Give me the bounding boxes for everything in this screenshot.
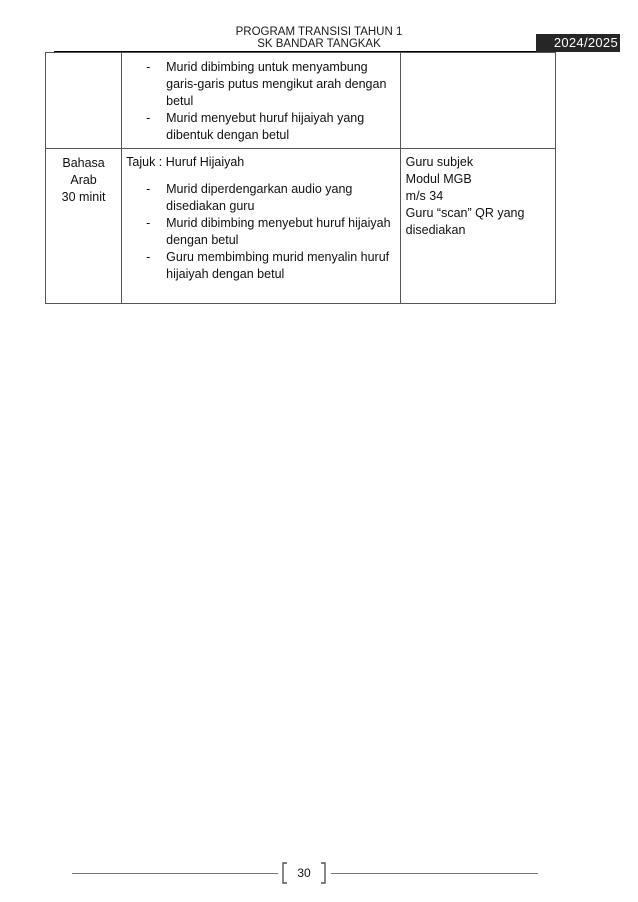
header-program-title: PROGRAM TRANSISI TAHUN 1 xyxy=(235,26,403,38)
lesson-plan-table xyxy=(45,52,556,304)
subject-cell xyxy=(46,53,122,149)
resources-cell xyxy=(400,149,555,304)
activity-text: Guru membimbing murid menyalin huruf hijaiyah dengan betul xyxy=(166,250,390,281)
header-school-name: SK BANDAR TANGKAK xyxy=(257,38,381,50)
bullet-dash: - xyxy=(146,182,151,196)
activity-cell xyxy=(122,53,401,149)
page-number: 30 xyxy=(297,866,311,880)
page-number-box xyxy=(281,862,327,884)
resource-item: m/s 34 xyxy=(405,189,444,203)
list-item xyxy=(122,59,400,110)
subject-name: Arab xyxy=(70,173,97,187)
resource-item: Modul MGB xyxy=(405,172,472,186)
topic-title: Tajuk : Huruf Hijaiyah xyxy=(126,155,245,169)
list-item xyxy=(122,249,400,283)
activity-text: Murid diperdengarkan audio yang disediakan guru xyxy=(166,182,353,213)
table-row xyxy=(46,53,556,149)
list-item xyxy=(122,215,400,249)
resource-item: Guru “scan” QR yang disediakan xyxy=(405,206,525,237)
footer-divider-left xyxy=(72,873,278,874)
resource-item: Guru subjek xyxy=(405,155,474,169)
table-row xyxy=(46,149,556,304)
list-item xyxy=(122,181,400,215)
activity-cell xyxy=(122,149,401,304)
footer-divider-right xyxy=(331,873,538,874)
subject-cell xyxy=(46,149,122,304)
bullet-dash: - xyxy=(146,60,151,74)
bullet-dash: - xyxy=(146,216,151,230)
subject-duration: 30 minit xyxy=(61,190,106,204)
activity-text: Murid menyebut huruf hijaiyah yang dibentuk dengan betul xyxy=(166,111,365,142)
activity-list xyxy=(122,59,400,144)
activity-list xyxy=(122,181,400,283)
activity-text: Murid dibimbing menyebut huruf hijaiyah dengan betul xyxy=(166,216,391,247)
bullet-dash: - xyxy=(146,250,151,264)
bullet-dash: - xyxy=(146,111,151,125)
list-item xyxy=(122,110,400,144)
subject-name: Bahasa xyxy=(62,156,105,170)
activity-text: Murid dibimbing untuk menyambung garis-garis putus mengikut arah dengan betul xyxy=(166,60,387,108)
year-badge: 2024/2025 xyxy=(536,34,620,52)
resources-cell xyxy=(400,53,555,149)
